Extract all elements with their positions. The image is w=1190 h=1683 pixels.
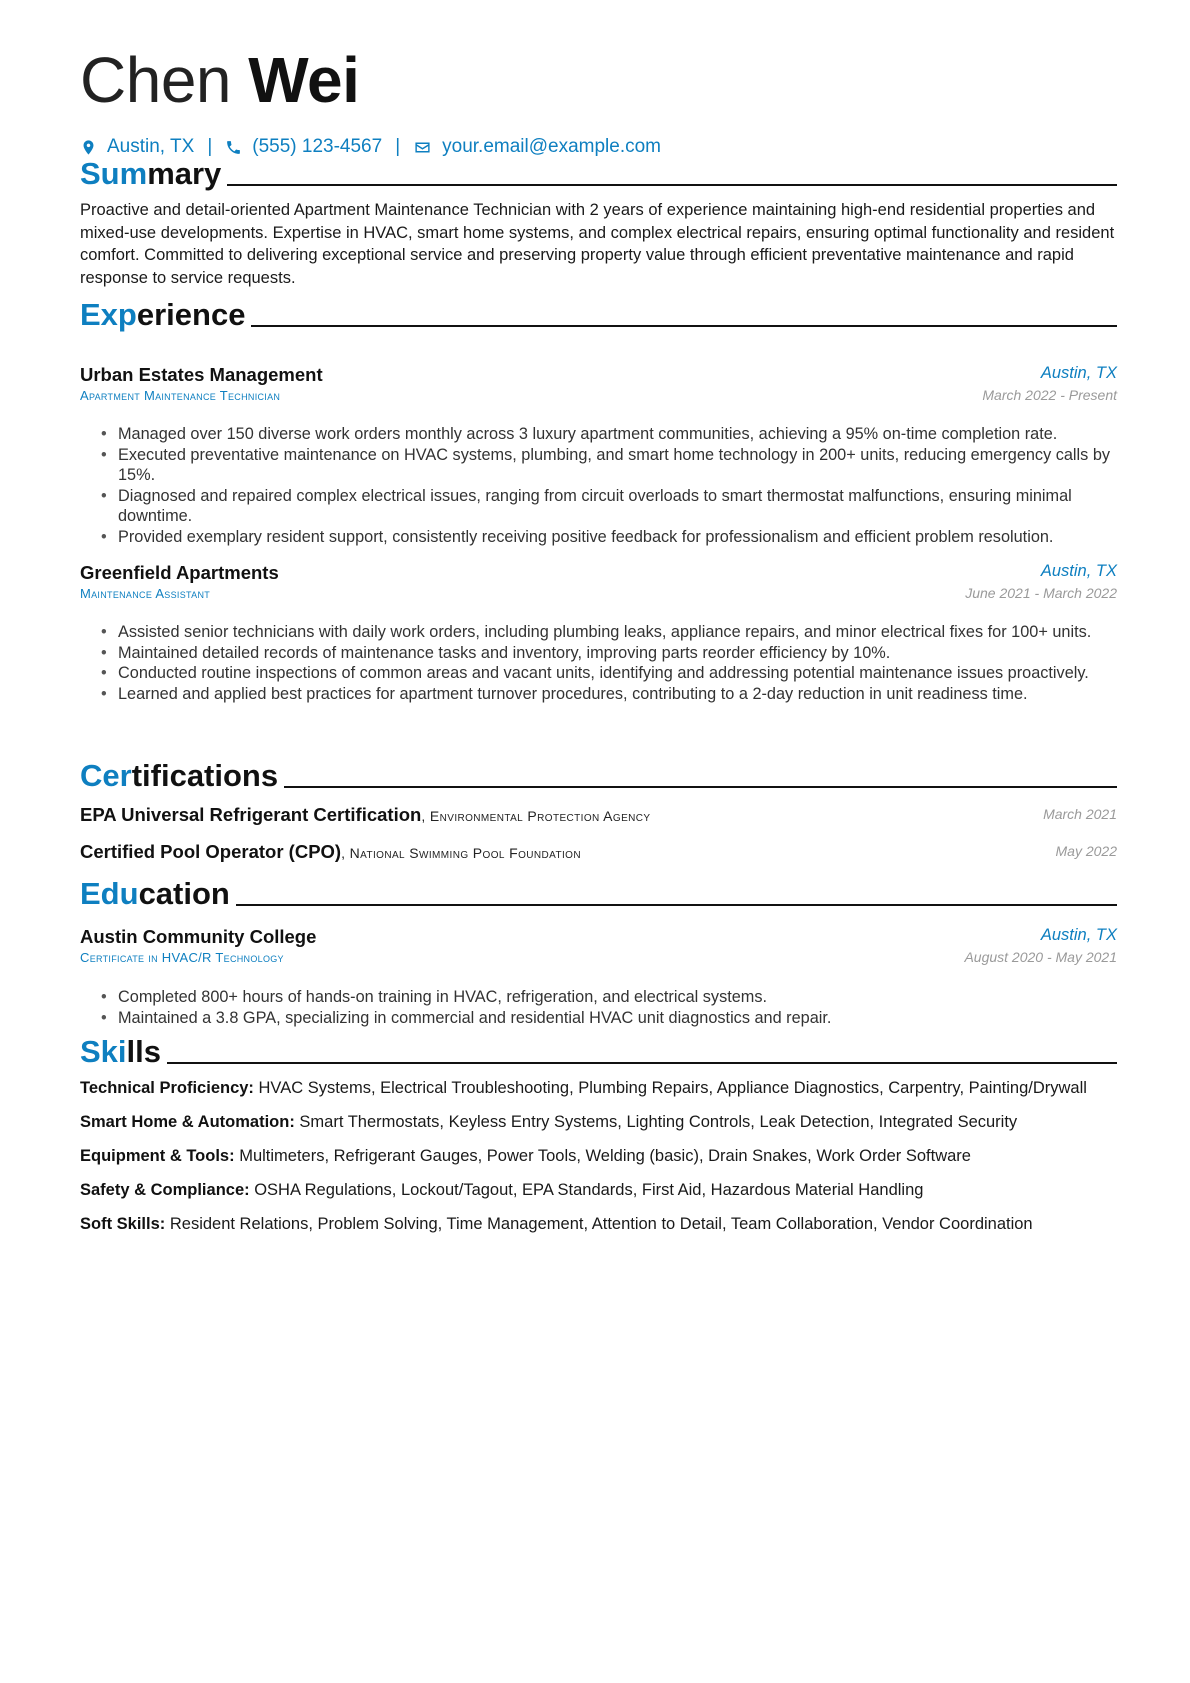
certification-item <box>80 841 1117 867</box>
contact-separator: | <box>395 136 401 157</box>
section-rule <box>167 1062 1117 1064</box>
job-location: Austin, TX <box>1040 562 1117 580</box>
list-item: • Provided exemplary resident support, consistently receiving positive feedback for professionalism and efficient problem resolution. <box>118 527 1143 548</box>
section-rule <box>251 325 1117 327</box>
job-title: Apartment Maintenance Technician <box>80 388 281 403</box>
heading-rest: mary <box>147 156 222 191</box>
heading-rest: lls <box>126 1034 161 1069</box>
list-item: • Executed preventative maintenance on HVAC systems, plumbing, and smart home technology in 200+ units, reducing emergency calls by 15%. <box>118 445 1143 486</box>
map-pin-icon <box>80 139 97 156</box>
list-item: • Completed 800+ hours of hands-on training in HVAC, refrigeration, and electrical systems. <box>118 987 1143 1008</box>
certification-name: EPA Universal Refrigerant Certification <box>80 804 422 825</box>
program-name: Certificate in HVAC/R Technology <box>80 950 284 965</box>
skills-heading <box>80 1034 1117 1070</box>
education-heading <box>80 876 1117 912</box>
skill-values: OSHA Regulations, Lockout/Tagout, EPA Standards, First Aid, Hazardous Material Handling <box>249 1181 924 1199</box>
location-text: Austin, TX <box>107 136 195 157</box>
skill-row <box>80 1179 1117 1201</box>
summary-heading <box>80 156 1117 192</box>
list-item: • Maintained a 3.8 GPA, specializing in commercial and residential HVAC unit diagnostics and repair. <box>118 1008 1143 1029</box>
job-bullets <box>80 424 1143 547</box>
job-title: Maintenance Assistant <box>80 586 211 601</box>
phone-text: (555) 123-4567 <box>252 136 383 157</box>
skill-values: Resident Relations, Problem Solving, Time Management, Attention to Detail, Team Collaboration, Vendor Coordination <box>165 1215 1033 1233</box>
certification-issuer: , Environmental Protection Agency <box>421 808 651 824</box>
first-name: Chen <box>80 44 231 116</box>
education-dates: August 2020 - May 2021 <box>964 949 1117 965</box>
heading-rest: cation <box>138 876 230 911</box>
section-rule <box>284 786 1117 788</box>
list-item: • Managed over 150 diverse work orders monthly across 3 luxury apartment communities, achieving a 95% on-time completion rate. <box>118 424 1143 445</box>
heading-accent: Exp <box>80 297 137 332</box>
skill-label: Safety & Compliance: <box>80 1181 250 1199</box>
envelope-icon <box>413 139 432 156</box>
certification-date: March 2021 <box>1043 806 1117 822</box>
experience-heading <box>80 297 1117 333</box>
employer-name: Urban Estates Management <box>80 364 323 385</box>
heading-accent: Sum <box>80 156 148 191</box>
school-location: Austin, TX <box>1040 926 1117 944</box>
phone-icon <box>225 139 242 156</box>
certification-issuer: , National Swimming Pool Foundation <box>341 845 581 861</box>
list-item: • Conducted routine inspections of common areas and vacant units, identifying and addressing potential maintenance issues proactively. <box>118 663 1143 684</box>
summary-text: Proactive and detail-oriented Apartment Maintenance Technician with 2 years of experience maintaining high-end residential properties and mixed-use developments. Expertise in HVAC, smart home systems, and complex electrical repairs, ensuring optimal functionality and resident comfort. Committed to delivering exceptional service and preserving property value through efficient preventative maintenance and rapid response to service requests. <box>80 201 1115 287</box>
heading-rest: tifications <box>131 758 279 793</box>
skill-label: Equipment & Tools: <box>80 1147 235 1165</box>
skill-values: Multimeters, Refrigerant Gauges, Power Tools, Welding (basic), Drain Snakes, Work Order Software <box>234 1147 971 1165</box>
job-location: Austin, TX <box>1040 364 1117 382</box>
certification-date: May 2022 <box>1055 843 1117 859</box>
skill-row <box>80 1077 1117 1099</box>
certification-item <box>80 804 1117 830</box>
heading-accent: Edu <box>80 876 139 911</box>
education-bullets <box>80 987 1143 1028</box>
employer-name: Greenfield Apartments <box>80 562 279 583</box>
skill-values: HVAC Systems, Electrical Troubleshooting, Plumbing Repairs, Appliance Diagnostics, Carpentry, Painting/Drywall <box>253 1079 1087 1097</box>
heading-accent: Ski <box>80 1034 127 1069</box>
section-rule <box>227 184 1117 186</box>
job-dates: March 2022 - Present <box>982 387 1117 403</box>
job-dates: June 2021 - March 2022 <box>965 585 1117 601</box>
list-item: • Assisted senior technicians with daily work orders, including plumbing leaks, appliance repairs, and minor electrical fixes for 100+ units. <box>118 622 1143 643</box>
list-item: • Learned and applied best practices for apartment turnover procedures, contributing to a 2-day reduction in unit readiness time. <box>118 684 1143 705</box>
heading-accent: Cer <box>80 758 132 793</box>
skill-row <box>80 1145 1117 1167</box>
skill-label: Smart Home & Automation: <box>80 1113 295 1131</box>
list-item: • Diagnosed and repaired complex electrical issues, ranging from circuit overloads to smart thermostat malfunctions, ensuring minimal downtime. <box>118 486 1143 527</box>
heading-rest: erience <box>136 297 246 332</box>
certification-name: Certified Pool Operator (CPO) <box>80 841 342 862</box>
job-bullets <box>80 622 1143 704</box>
list-item: • Maintained detailed records of maintenance tasks and inventory, improving parts reorder efficiency by 10%. <box>118 643 1143 664</box>
section-rule <box>236 904 1117 906</box>
candidate-name <box>80 40 359 120</box>
last-name: Wei <box>248 44 360 116</box>
certifications-heading <box>80 758 1117 794</box>
school-name: Austin Community College <box>80 926 317 947</box>
skill-values: Smart Thermostats, Keyless Entry Systems, Lighting Controls, Leak Detection, Integrated Security <box>294 1113 1018 1131</box>
skill-row <box>80 1213 1117 1235</box>
skill-label: Soft Skills: <box>80 1215 166 1233</box>
contact-separator: | <box>207 136 213 157</box>
email-text: your.email@example.com <box>442 136 661 157</box>
skill-label: Technical Proficiency: <box>80 1079 254 1097</box>
skill-row <box>80 1111 1117 1133</box>
